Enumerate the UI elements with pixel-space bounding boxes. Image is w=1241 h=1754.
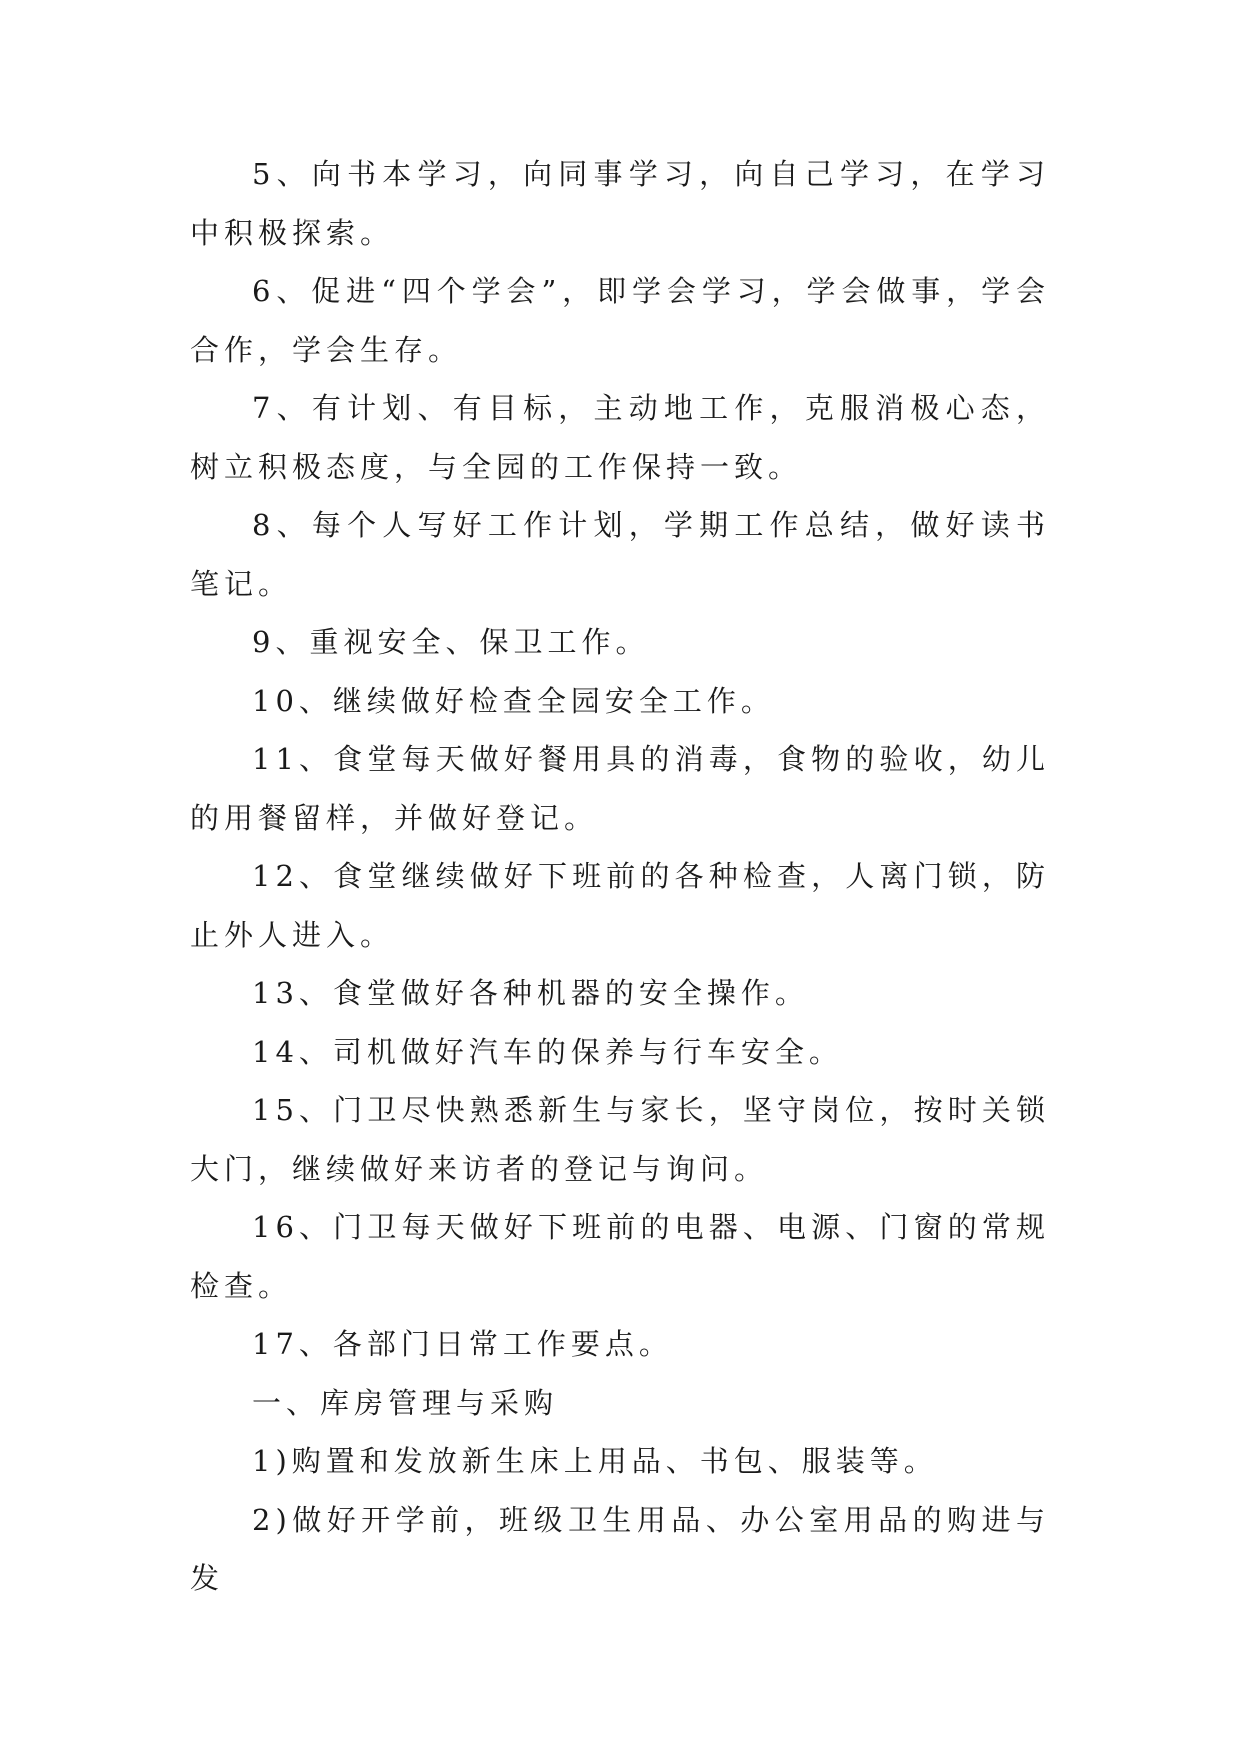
paragraph-item-8: 8、每个人写好工作计划，学期工作总结，做好读书笔记。 (190, 508, 1050, 601)
paragraph-item-5: 5、向书本学习，向同事学习，向自己学习，在学习中积极探索。 (190, 157, 1050, 250)
paragraph-item-6: 6、促进“四个学会”，即学会学习，学会做事，学会合作，学会生存。 (190, 274, 1050, 367)
paragraph-item-10: 10、继续做好检查全园安全工作。 (252, 683, 775, 718)
section-heading-warehouse: 一、库房管理与采购 (252, 1385, 559, 1420)
sub-item-2: 2)做好开学前，班级卫生用品、办公室用品的购进与发 (190, 1502, 1050, 1595)
paragraph-item-9: 9、重视安全、保卫工作。 (252, 625, 650, 659)
sub-item-1: 1)购置和发放新生床上用品、书包、服装等。 (252, 1444, 938, 1478)
paragraph-item-16: 16、门卫每天做好下班前的电器、电源、门窗的常规检查。 (190, 1210, 1050, 1303)
paragraph-item-14: 14、司机做好汽车的保养与行车安全。 (252, 1034, 843, 1069)
paragraph-item-15: 15、门卫尽快熟悉新生与家长，坚守岗位，按时关锁大门，继续做好来访者的登记与询问。 (190, 1093, 1050, 1186)
document-page (190, 145, 1050, 1608)
paragraph-item-11: 11、食堂每天做好餐用具的消毒，食物的验收，幼儿的用餐留样，并做好登记。 (190, 742, 1050, 835)
paragraph-item-17: 17、各部门日常工作要点。 (252, 1327, 673, 1361)
paragraph-item-12: 12、食堂继续做好下班前的各种检查，人离门锁，防止外人进入。 (190, 859, 1050, 952)
paragraph-item-13: 13、食堂做好各种机器的安全操作。 (252, 976, 809, 1010)
paragraph-item-7: 7、有计划、有目标，主动地工作，克服消极心态，树立积极态度，与全园的工作保持一致。 (190, 391, 1050, 484)
